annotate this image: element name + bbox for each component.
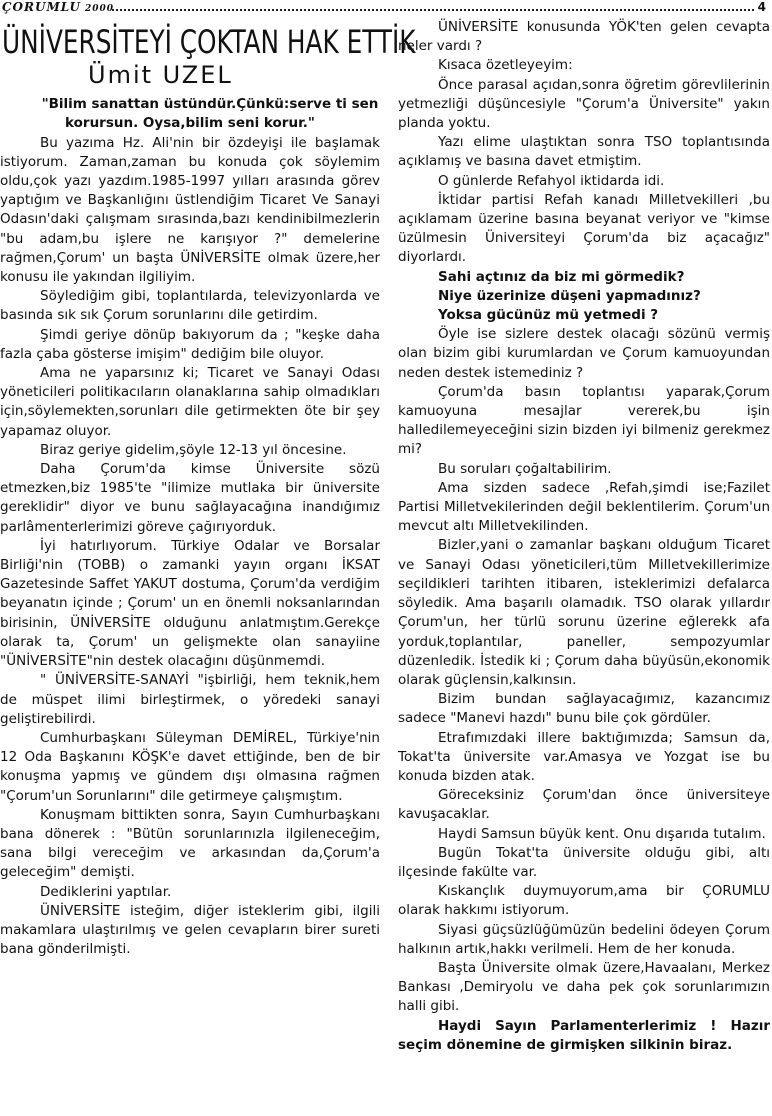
paragraph: ÜNİVERSİTE konusunda YÖK'ten gelen cevapta neler vardı ? xyxy=(398,19,770,55)
paragraph: Şimdi geriye dönüp bakıyorum da ; "keşke daha fazla çaba gösterse imişim" dediğim bile oluyor. xyxy=(0,326,380,362)
paragraph: Konuşmam bittikten sonra, Sayın Cumhurbaşkanı bana dönerek : "Bütün sorunlarınızla ilgileneceğim, sana bilgi vereceğim ve arkasından da,Çorum'a geleceğim" demişti. xyxy=(0,806,380,881)
paragraph: Biraz geriye gidelim,şöyle 12-13 yıl öncesine. xyxy=(40,441,347,458)
question-line: Yoksa gücünüz mü yetmedi ? xyxy=(438,307,659,324)
right-column xyxy=(398,18,770,1055)
paragraph: Bizler,yani o zamanlar başkanı olduğum Ticaret ve Sanayi Odası yöneticileri,tüm Milletvekillerimize seçildikleri tarihten itibaren, isteklerimizi defalarca söyledik. Ama başarılı olamadık. TSO olarak yıllardır Çorum'un, her türlü sorunu üzerine eğlerekk afa yorduk,toplantılar, paneller, sempozyumlar düzenledik. İstedik ki ; Çorum daha büyüsün,ekonomik olarak güçlensin,kalkınsın. xyxy=(398,537,770,688)
paragraph: O günlerde Refahyol iktidarda idi. xyxy=(438,172,665,189)
paragraph: Siyasi güçsüzlüğümüzün bedelini ödeyen Çorum halkının artık,hakkı verilmeli. Hem de her konuda. xyxy=(398,921,770,957)
paragraph: Başta Üniversite olmak üzere,Havaalanı, Merkez Bankası ,Demiryolu ve daha pek çok sorunlarımızın halli gibi. xyxy=(398,959,770,1015)
paragraph: Bugün Tokat'ta üniversite olduğu gibi, altı ilçesinde fakülte var. xyxy=(398,844,770,880)
paragraph: Bizim bundan sağlayacağımız, kazancımız sadece "Manevi hazdı" bunu bile çok gördüler. xyxy=(398,691,770,727)
paragraph: Kıskançlık duymuyorum,ama bir ÇORUMLU olarak hakkımı istiyorum. xyxy=(398,883,770,919)
paragraph: Önce parasal açıdan,sonra öğretim görevlilerinin yetmezliği düşüncesiyle "Çorum'a Üniversite" yakın planda yoktu. xyxy=(398,76,770,132)
paragraph: İktidar partisi Refah kanadı Milletvekilleri ,bu açıklamam üzerine basına beyanat veriyor ve "kimse üzülmesin Üniversiteyi Çorum'da biz açacağız" diyorlardı. xyxy=(398,191,770,266)
paragraph: " ÜNİVERSİTE-SANAYİ "işbirliği, hem teknik,hem de müspet ilimi birleştirmek, o yöredeki sanayi geliştirebilirdi. xyxy=(0,672,380,727)
left-column xyxy=(0,18,416,959)
masthead: ÇORUMLU 2000 xyxy=(2,0,115,14)
paragraph: Bu soruları çoğaltabilirim. xyxy=(438,460,612,477)
paragraph: Öyle ise sizlere destek olacağı sözünü vermiş olan bizim gibi kurumlardan ve Çorum kamuoyundan neden destek istemediniz ? xyxy=(398,326,770,381)
paragraph: Cumhurbaşkanı Süleyman DEMİREL, Türkiye'nin 12 Oda Başkanını KÖŞK'e davet ettiğinde, ben de bir konuşma yapmış ve gündem dışı olmasına rağmen "Çorum'un Sorunlarını" dile getirmeye çalışmıştım. xyxy=(0,729,380,804)
paragraph: Dediklerini yaptılar. xyxy=(40,883,172,900)
header-rule xyxy=(112,9,754,11)
paragraph: Ama sizden sadece ,Refah,şimdi ise;Fazilet Partisi Milletvekilerinden değil beklentilerim. Çorum'un mevcut altı Milletvekilinden. xyxy=(398,479,770,535)
article-title: ÜNİVERSİTEYİ ÇOKTAN HAK ETTİK xyxy=(2,23,416,61)
paragraph: Ama ne yaparsınız ki; Ticaret ve Sanayi Odası yöneticileri politikacıların olanaklarına sahip olmadıkları için,söylemekten,sorunları dile getirmekten öte bir şey yapamaz oluyor. xyxy=(0,365,380,439)
paragraph: Kısaca özetleyeyim: xyxy=(438,57,573,74)
masthead-year: 2000 xyxy=(84,4,115,14)
paragraph: Bu yazıma Hz. Ali'nin bir özdeyişi ile başlamak istiyorum. Zaman,zaman bu konuda çok söylemim oldu,çok yazı yazdım.1985-1997 yılları arasında görev yaptığım ve Başkanlığını üstlendiğim Ticaret Ve Sanayi Odasın'daki çalışmam sırasında,bazı kendinibilmezlerin "bu adam,bu işlere ne karışıyor ?" demelerine rağmen,Çorum' un başta ÜNİVERSİTE olmak üzere,her konusu ile yakından ilgiliyim. xyxy=(0,134,380,286)
page-number: 4 xyxy=(757,0,766,14)
paragraph: İyi hatırlıyorum. Türkiye Odalar ve Borsalar Birliği'nin (TOBB) o zamanki yayın organı İKSAT Gazetesinde Saffet YAKUT dostuma, Çorum'da verdiğim beyanatın içinde ; Çorum' un en önemli noksanlarından birisinin, ÜNİVERSİTE olduğunu anlatmıştım.Gerekçe olarak ta, Çorum' un gelişmekte olan sanayiine "ÜNİVERSİTE"nin destek olacağını düşünmemdi. xyxy=(0,537,380,670)
paragraph: Söylediğim gibi, toplantılarda, televizyonlarda ve basında sık sık Çorum sorunlarını dile getirdim. xyxy=(0,288,380,324)
paragraph: Etrafımızdaki illere baktığımızda; Samsun da, Tokat'ta üniversite var.Amasya ve Yozgat ise bu konuda bizden atak. xyxy=(398,729,770,784)
paragraph: ÜNİVERSİTE isteğim, diğer isteklerim gibi, ilgili makamlara ulaştırılmış ve gelen cevapların birer sureti bana gönderilmişti. xyxy=(0,902,380,958)
closing-paragraph: Haydi Sayın Parlamenterlerimiz ! Hazır seçim dönemine de girmişken silkinin biraz. xyxy=(398,1017,770,1053)
paragraph: Çorum'da basın toplantısı yaparak,Çorum kamuoyuna mesajlar vererek,bu işin halledilemeyeceğini sizin bizden iyi bilmeniz gerekmez mi? xyxy=(398,383,770,458)
paragraph: Yazı elime ulaştıktan sonra TSO toplantısında açıklamış ve basına davet etmiştim. xyxy=(398,134,770,170)
epigraph-quote: "Bilim sanattan üstündür.Çünkü:serve ti sen korursun. Oysa,bilim seni korur." xyxy=(41,96,379,132)
question-line: Niye üzerinize düşeni yapmadınız? xyxy=(438,287,701,304)
page-header xyxy=(0,0,772,16)
question-line: Sahi açtınız da biz mi görmedik? xyxy=(438,268,685,285)
paragraph: Haydi Samsun büyük kent. Onu dışarıda tutalım. xyxy=(438,825,766,842)
article-author: Ümit UZEL xyxy=(88,61,233,89)
paragraph: Göreceksiniz Çorum'dan önce üniversiteye kavuşacaklar. xyxy=(398,787,770,823)
paragraph: Daha Çorum'da kimse Üniversite sözü etmezken,biz 1985'te "ilimize mutlaka bir üniversite gereklidir" diyor ve bunu sağlayacağına inandığımız parlâmenterlerimizi göreve çağırıyorduk. xyxy=(0,461,380,535)
